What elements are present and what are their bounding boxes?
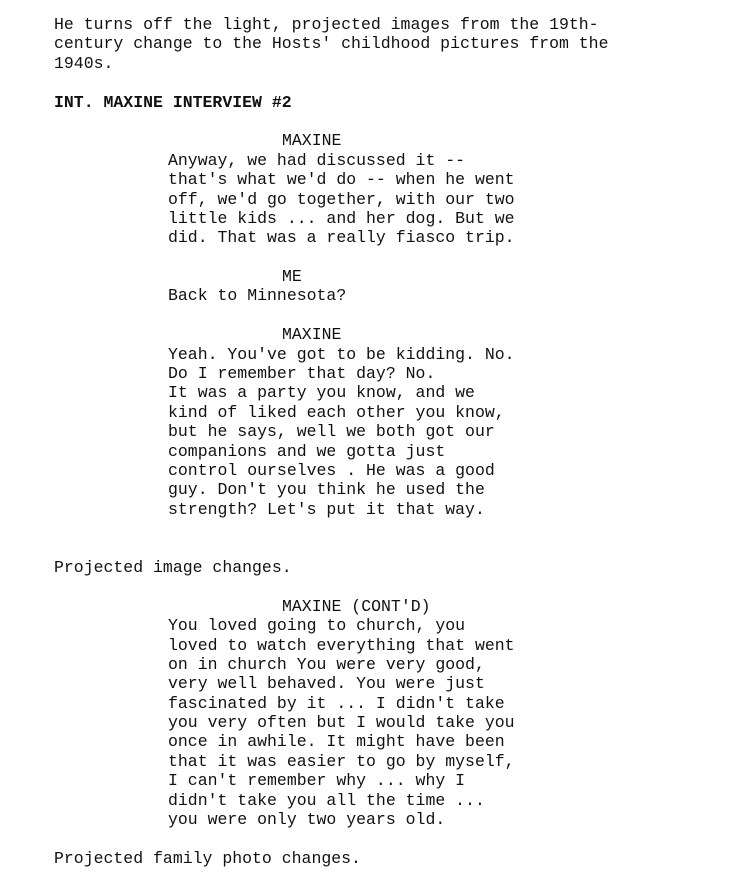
action-line: He turns off the light, projected images from the 19th- [54, 15, 599, 34]
character-name: MAXINE (CONT'D) [282, 596, 431, 616]
dialogue-line: Yeah. You've got to be kidding. No. [168, 344, 515, 364]
dialogue-line: little kids ... and her dog. But we [168, 208, 515, 228]
dialogue-line: You loved going to church, you [168, 616, 466, 636]
action-line: century change to the Hosts' childhood pictures from the [54, 34, 609, 54]
dialogue-line: loved to watch everything that went [168, 635, 515, 655]
dialogue-line: that's what we'd do -- when he went [168, 170, 515, 190]
dialogue-line: control ourselves . He was a good [168, 460, 495, 480]
dialogue-line: companions and we gotta just [168, 441, 446, 461]
screenplay-page [54, 15, 744, 868]
dialogue-line: that it was easier to go by myself, [168, 751, 515, 771]
dialogue-line: but he says, well we both got our [168, 422, 495, 442]
dialogue-line: Do I remember that day? No. [168, 364, 436, 384]
dialogue-line: didn't take you all the time ... [168, 790, 485, 810]
dialogue-line: It was a party you know, and we [168, 383, 475, 403]
dialogue-line: fascinated by it ... I didn't take [168, 693, 505, 713]
dialogue-line: I can't remember why ... why I [168, 771, 466, 791]
action-line: 1940s. [54, 53, 114, 73]
character-name: ME [282, 267, 302, 287]
dialogue-line: Back to Minnesota? [168, 286, 347, 306]
dialogue-line: strength? Let's put it that way. [168, 499, 485, 519]
dialogue-line: guy. Don't you think he used the [168, 480, 485, 500]
dialogue-line: on in church You were very good, [168, 654, 485, 674]
dialogue-line: Anyway, we had discussed it -- [168, 150, 466, 170]
dialogue-line: once in awhile. It might have been [168, 732, 505, 752]
dialogue-line: very well behaved. You were just [168, 674, 485, 694]
action-block [54, 15, 744, 73]
character-name: MAXINE [282, 131, 342, 151]
dialogue-line: you very often but I would take you [168, 713, 515, 733]
action-line: Projected image changes. [54, 557, 292, 577]
dialogue-line: you were only two years old. [168, 810, 446, 830]
scene-heading: INT. MAXINE INTERVIEW #2 [54, 92, 292, 112]
dialogue-block [54, 131, 744, 247]
character-name: MAXINE [282, 325, 342, 345]
dialogue-block [54, 267, 744, 306]
dialogue-line: kind of liked each other you know, [168, 402, 505, 422]
dialogue-line: off, we'd go together, with our two [168, 189, 515, 209]
dialogue-line: did. That was a really fiasco trip. [168, 228, 515, 248]
dialogue-block [54, 325, 744, 519]
action-line: Projected family photo changes. [54, 848, 361, 868]
dialogue-block [54, 597, 744, 830]
